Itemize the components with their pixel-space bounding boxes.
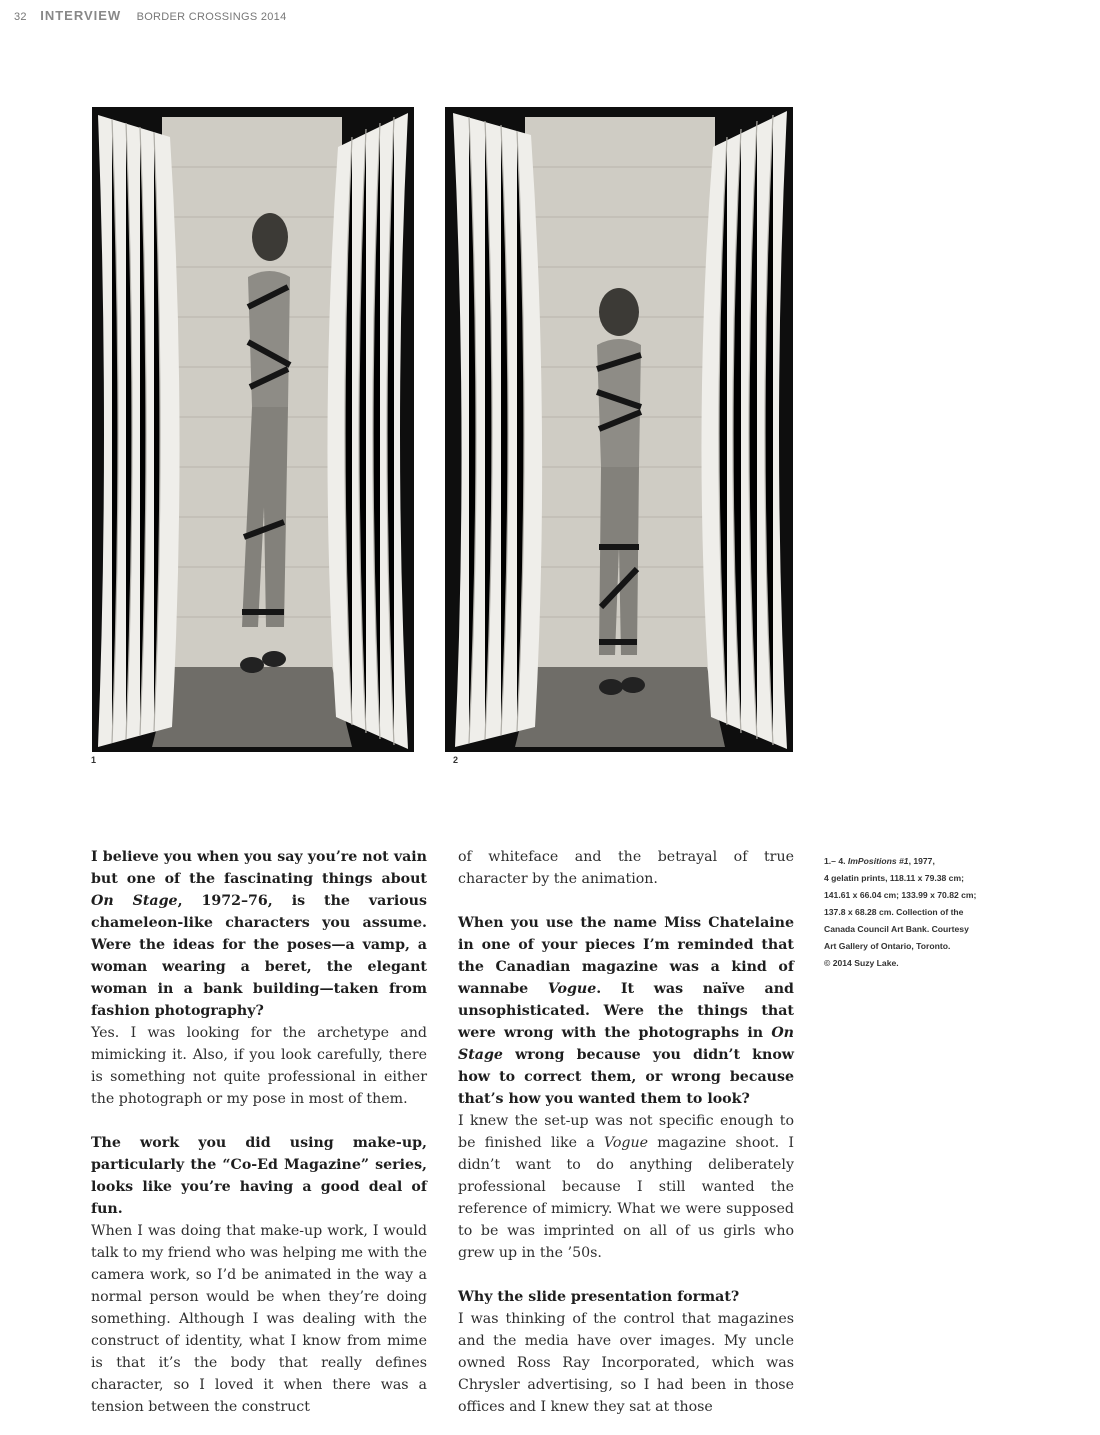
question-1: I believe you when you say you’re not vain but one of the fascinating things about On Stage, 1972–76, is the various chameleon-like characters you assume. Were the ideas for the poses—a vamp, a woman wearing a beret, the elegant woman in a bank building—taken from fashion photography? [91, 849, 427, 1019]
publication-name: BORDER CROSSINGS 2014 [136, 11, 287, 23]
question-3: When you use the name Miss Chatelaine in one of your pieces I’m reminded that the Canadian magazine was a kind of wannabe Vogue. It was naïve and unsophisticated. Were the things that were wrong with the photographs in On Stage wrong because you didn’t know how to correct them, or wrong because that’s how you wanted them to look? [458, 915, 794, 1107]
figure-caption: 1.– 4. ImPositions #1, 1977, 4 gelatin prints, 118.11 x 79.38 cm; 141.61 x 66.04 cm; 133.99 x 70.82 cm; 137.8 x 68.28 cm. Collection of the Canada Council Art Bank. Courtesy Art Gallery of Ontario, Toronto. © 2014 Suzy Lake. [824, 856, 977, 968]
answer-4: I was thinking of the control that magazines and the media have over images. My uncle owned Ross Ray Incorporated, which was Chrysler advertising, so I had been in those offices and I knew they sat at those [458, 1311, 794, 1415]
figure-number-2: 2 [453, 755, 459, 765]
page-number: 32 [14, 11, 27, 23]
answer-2: When I was doing that make-up work, I would talk to my friend who was helping me with the camera work, so I’d be animated in the way a normal person would be when they’re doing something. Although I was dealing with the construct of identity, what I know from mime is that it’s the body that really defines character, so I loved it when there was a tension between the construct [91, 1223, 427, 1415]
photo-2 [445, 107, 793, 752]
figure-number-1: 1 [91, 755, 97, 765]
question-4: Why the slide presentation format? [458, 1289, 740, 1305]
section-label: INTERVIEW [40, 8, 122, 23]
answer-2-continued: of whiteface and the betrayal of true character by the animation. [458, 849, 794, 887]
running-header [14, 8, 287, 23]
answer-1: Yes. I was looking for the archetype and mimicking it. Also, if you look carefully, there is something not quite professional in either the photograph or my pose in most of them. [91, 1025, 427, 1107]
article-column-1 [91, 846, 427, 1418]
question-2: The work you did using make-up, particularly the “Co-Ed Magazine” series, looks like you’re having a good deal of fun. [91, 1135, 427, 1217]
photo-1 [92, 107, 414, 752]
answer-3: I knew the set-up was not specific enough to be finished like a Vogue magazine shoot. I didn’t want to do anything deliberately professional because I still wanted the reference of mimicry. What we were supposed to be was imprinted on all of us girls who grew up in the ’50s. [458, 1113, 794, 1261]
article-column-2 [458, 846, 794, 1418]
